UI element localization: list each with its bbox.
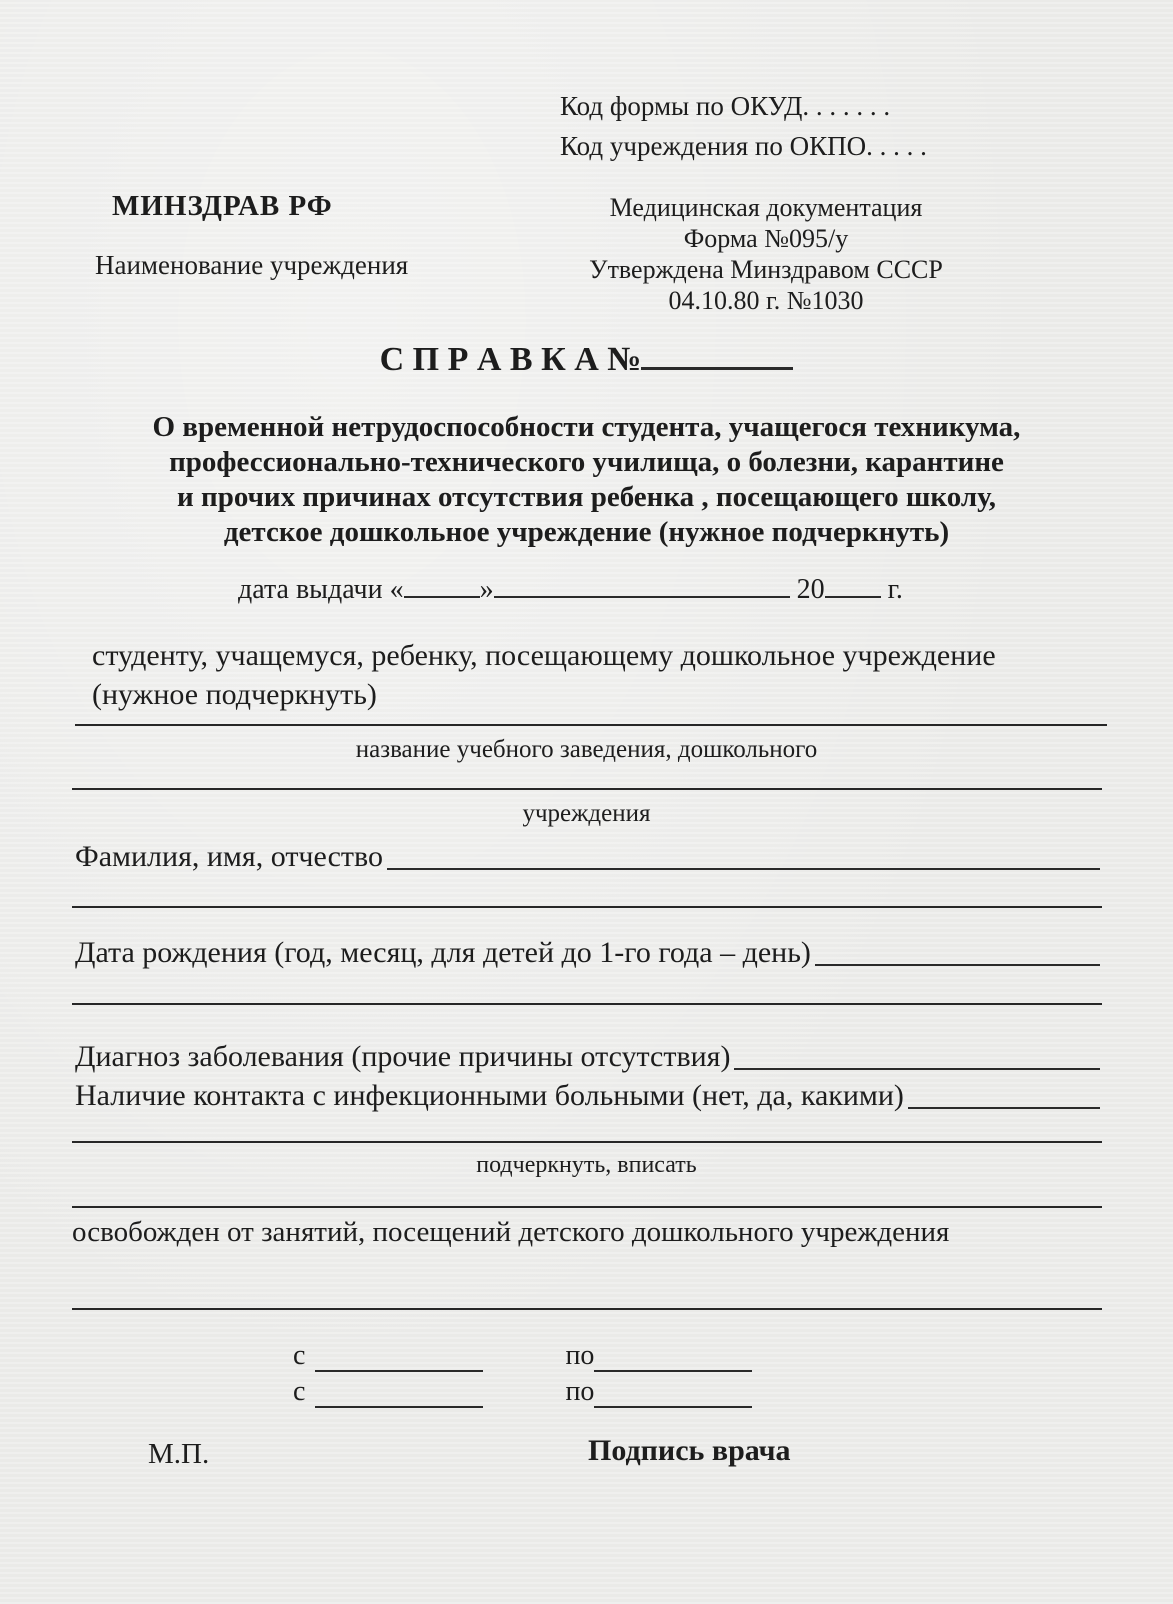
recipient-paragraph — [92, 636, 996, 714]
period-row-1 — [293, 1340, 768, 1372]
contact-blank — [908, 1107, 1100, 1109]
stamp-place-label: М.П. — [148, 1438, 210, 1470]
contact-label: Наличие контакта с инфекционными больными (нет, да, какими) — [75, 1079, 904, 1112]
diagnosis-label: Диагноз заболевания (прочие причины отсутствия) — [75, 1040, 731, 1073]
issue-year-blank — [825, 570, 881, 598]
subject-line-4: детское дошкольное учреждение (нужное подчеркнуть) — [223, 516, 950, 548]
diagnosis-blank — [734, 1068, 1100, 1070]
okud-code-line: Код формы по ОКУД. . . . . . . — [560, 91, 891, 121]
ruled-line — [72, 1206, 1102, 1208]
form-number-line: Форма №095/у — [683, 224, 849, 253]
contact-row — [75, 1079, 1100, 1113]
ruled-line — [72, 1141, 1102, 1143]
ruled-line — [72, 906, 1102, 908]
issue-year-century: 20 — [796, 574, 825, 605]
doctor-signature-label: Подпись врача — [588, 1434, 791, 1467]
approval-date-line: 04.10.80 г. №1030 — [668, 286, 864, 315]
institution-caption-2: учреждения — [522, 800, 651, 827]
full-name-label: Фамилия, имя, отчество — [75, 840, 383, 873]
birth-date-label: Дата рождения (год, месяц, для детей до 1-го года – день) — [75, 936, 811, 969]
issue-date-close-quote: » — [479, 574, 494, 605]
issue-year-suffix: г. — [887, 574, 903, 605]
form-title-row — [0, 336, 1173, 379]
ruled-line — [75, 724, 1107, 726]
birth-date-row — [75, 936, 1100, 970]
recipient-line-1: студенту, учащемуся, ребенку, посещающему дошкольное учреждение — [92, 639, 996, 672]
ruled-line — [72, 788, 1102, 790]
underline-note-caption: подчеркнуть, вписать — [476, 1152, 697, 1178]
period-from-label: с — [293, 1376, 306, 1407]
subject-line-2: профессионально-технического училища, о болезни, карантине — [169, 446, 1004, 478]
period-to-label: по — [565, 1376, 595, 1407]
certificate-number-blank — [641, 336, 793, 370]
doc-meta-block — [560, 192, 972, 316]
issue-date-label: дата выдачи « — [238, 574, 404, 605]
subject-paragraph — [0, 410, 1173, 550]
recipient-line-2: (нужное подчеркнуть) — [92, 678, 377, 711]
issue-date-row — [238, 570, 903, 606]
diagnosis-row — [75, 1040, 1100, 1074]
full-name-row — [75, 840, 1100, 874]
institution-caption-1: название учебного заведения, дошкольного — [355, 736, 818, 763]
form-title: С П Р А В К А № — [379, 341, 642, 378]
ministry-name: МИНЗДРАВ РФ — [112, 190, 333, 222]
institution-name-label: Наименование учреждения — [95, 250, 409, 280]
issue-month-blank — [494, 570, 790, 598]
period-from-blank — [315, 1377, 483, 1408]
subject-line-1: О временной нетрудоспособности студента, учащегося техникума, — [152, 411, 1021, 443]
period-to-label: по — [565, 1340, 595, 1371]
period-from-blank — [315, 1341, 483, 1372]
ruled-line — [72, 1003, 1102, 1005]
subject-line-3: и прочих причинах отсутствия ребенка , посещающего школу, — [177, 481, 996, 513]
period-to-blank — [594, 1377, 752, 1408]
birth-date-blank — [815, 964, 1100, 966]
full-name-blank — [387, 868, 1100, 870]
form-codes-block — [560, 86, 927, 166]
doc-type-line: Медицинская документация — [609, 193, 923, 222]
issue-day-blank — [404, 570, 480, 598]
period-from-label: с — [293, 1340, 306, 1371]
ruled-line — [72, 1308, 1102, 1310]
approved-by-line: Утверждена Минздравом СССР — [589, 255, 943, 284]
released-text: освобожден от занятий, посещений детского дошкольного учреждения — [72, 1216, 950, 1248]
period-row-2 — [293, 1376, 768, 1408]
period-to-blank — [594, 1341, 752, 1372]
okpo-code-line: Код учреждения по ОКПО. . . . . — [560, 131, 927, 161]
